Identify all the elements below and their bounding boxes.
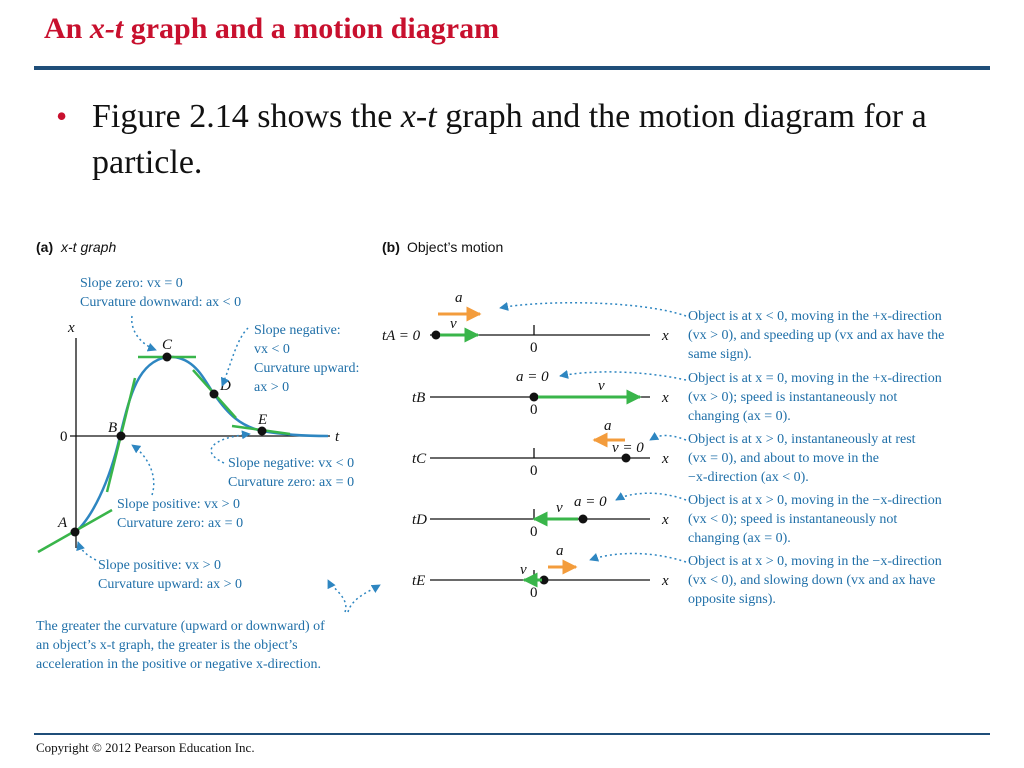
row-te xyxy=(412,543,686,601)
summary-pointer-right xyxy=(348,585,380,612)
desc-td: Object is at x > 0, moving in the −x-direction (vx < 0); speed is instantaneously not changing (ax = 0). xyxy=(688,493,942,546)
panel-a-caption: x-t graph xyxy=(61,239,117,255)
footer-rule xyxy=(34,733,990,735)
desc-ta: Object is at x < 0, moving in the +x-direction (vx > 0), and speeding up (vx and ax have the same sign). xyxy=(688,309,945,362)
note-c: Slope zero: vx = 0 Curvature downward: ax < 0 xyxy=(80,276,242,310)
panel-b-label: (b) xyxy=(382,239,400,255)
note-a: Slope positive: vx > 0 Curvature upward: ax > 0 xyxy=(98,558,242,592)
row-tc xyxy=(412,418,686,479)
zero-label: 0 xyxy=(60,429,68,445)
point-b-label: B xyxy=(108,420,118,436)
point-a-label: A xyxy=(58,515,68,531)
svg-text:v: v xyxy=(598,378,605,394)
svg-text:x: x xyxy=(662,390,669,406)
row-tb xyxy=(412,369,686,418)
point-c-label: C xyxy=(162,337,173,353)
svg-text:x: x xyxy=(662,328,669,344)
x-axis-label: x xyxy=(68,320,75,336)
curvature-summary: The greater the curvature (upward or downward) of an object’s x-t graph, the greater is the object’s acceleration in the positive or negative x-direction. xyxy=(36,619,325,672)
time-label-td: tD xyxy=(412,512,427,528)
pointer-b xyxy=(132,445,154,495)
svg-text:0: 0 xyxy=(530,402,538,418)
svg-text:x: x xyxy=(662,512,669,528)
slide-title: An x-t graph and a motion diagram xyxy=(44,12,500,45)
svg-text:0: 0 xyxy=(530,463,538,479)
summary-pointer-left xyxy=(328,580,346,612)
row-td xyxy=(412,493,686,540)
svg-text:x: x xyxy=(662,451,669,467)
svg-text:v = 0: v = 0 xyxy=(612,440,644,456)
svg-text:v: v xyxy=(450,316,457,332)
svg-text:v: v xyxy=(520,562,527,578)
desc-te: Object is at x > 0, moving in the −x-direction (vx < 0), and slowing down (vx and ax have opposite signs). xyxy=(688,554,942,607)
note-d: Slope negative: vx < 0 Curvature upward: ax > 0 xyxy=(254,323,360,395)
svg-text:a: a xyxy=(604,418,612,434)
svg-text:a = 0: a = 0 xyxy=(574,494,607,510)
time-label-ta: tA = 0 xyxy=(382,328,421,344)
row-ta xyxy=(382,290,686,356)
point-a xyxy=(71,528,80,537)
point-d xyxy=(210,390,219,399)
note-b: Slope positive: vx > 0 Curvature zero: ax = 0 xyxy=(117,497,244,531)
pointer-c xyxy=(132,316,156,350)
desc-tc: Object is at x > 0, instantaneously at rest (vx = 0), and about to move in the −x-direction (ax < 0). xyxy=(688,432,916,485)
svg-text:0: 0 xyxy=(530,340,538,356)
time-label-tc: tC xyxy=(412,451,427,467)
t-axis-label: t xyxy=(335,429,340,445)
bullet-text: Figure 2.14 shows the x-t graph and the motion diagram for a particle. xyxy=(92,98,927,181)
svg-text:a = 0: a = 0 xyxy=(516,369,549,385)
bullet-dot: • xyxy=(56,98,68,134)
copyright: Copyright © 2012 Pearson Education Inc. xyxy=(36,740,255,755)
svg-text:0: 0 xyxy=(530,585,538,601)
panel-a-label: (a) xyxy=(36,239,54,255)
point-b xyxy=(117,432,126,441)
desc-tb: Object is at x = 0, moving in the +x-direction (vx > 0); speed is instantaneously not changing (ax = 0). xyxy=(688,371,942,424)
point-d-label: D xyxy=(220,378,231,394)
pointer-a xyxy=(78,542,96,560)
svg-text:a: a xyxy=(455,290,463,306)
time-label-te: tE xyxy=(412,573,426,589)
panel-b-caption: Object’s motion xyxy=(407,239,504,255)
svg-text:0: 0 xyxy=(530,524,538,540)
time-label-tb: tB xyxy=(412,390,426,406)
svg-text:x: x xyxy=(662,573,669,589)
svg-text:a: a xyxy=(556,543,564,559)
point-c xyxy=(163,353,172,362)
point-e-label: E xyxy=(258,412,268,428)
note-e: Slope negative: vx < 0 Curvature zero: ax = 0 xyxy=(228,456,355,490)
svg-text:v: v xyxy=(556,500,563,516)
